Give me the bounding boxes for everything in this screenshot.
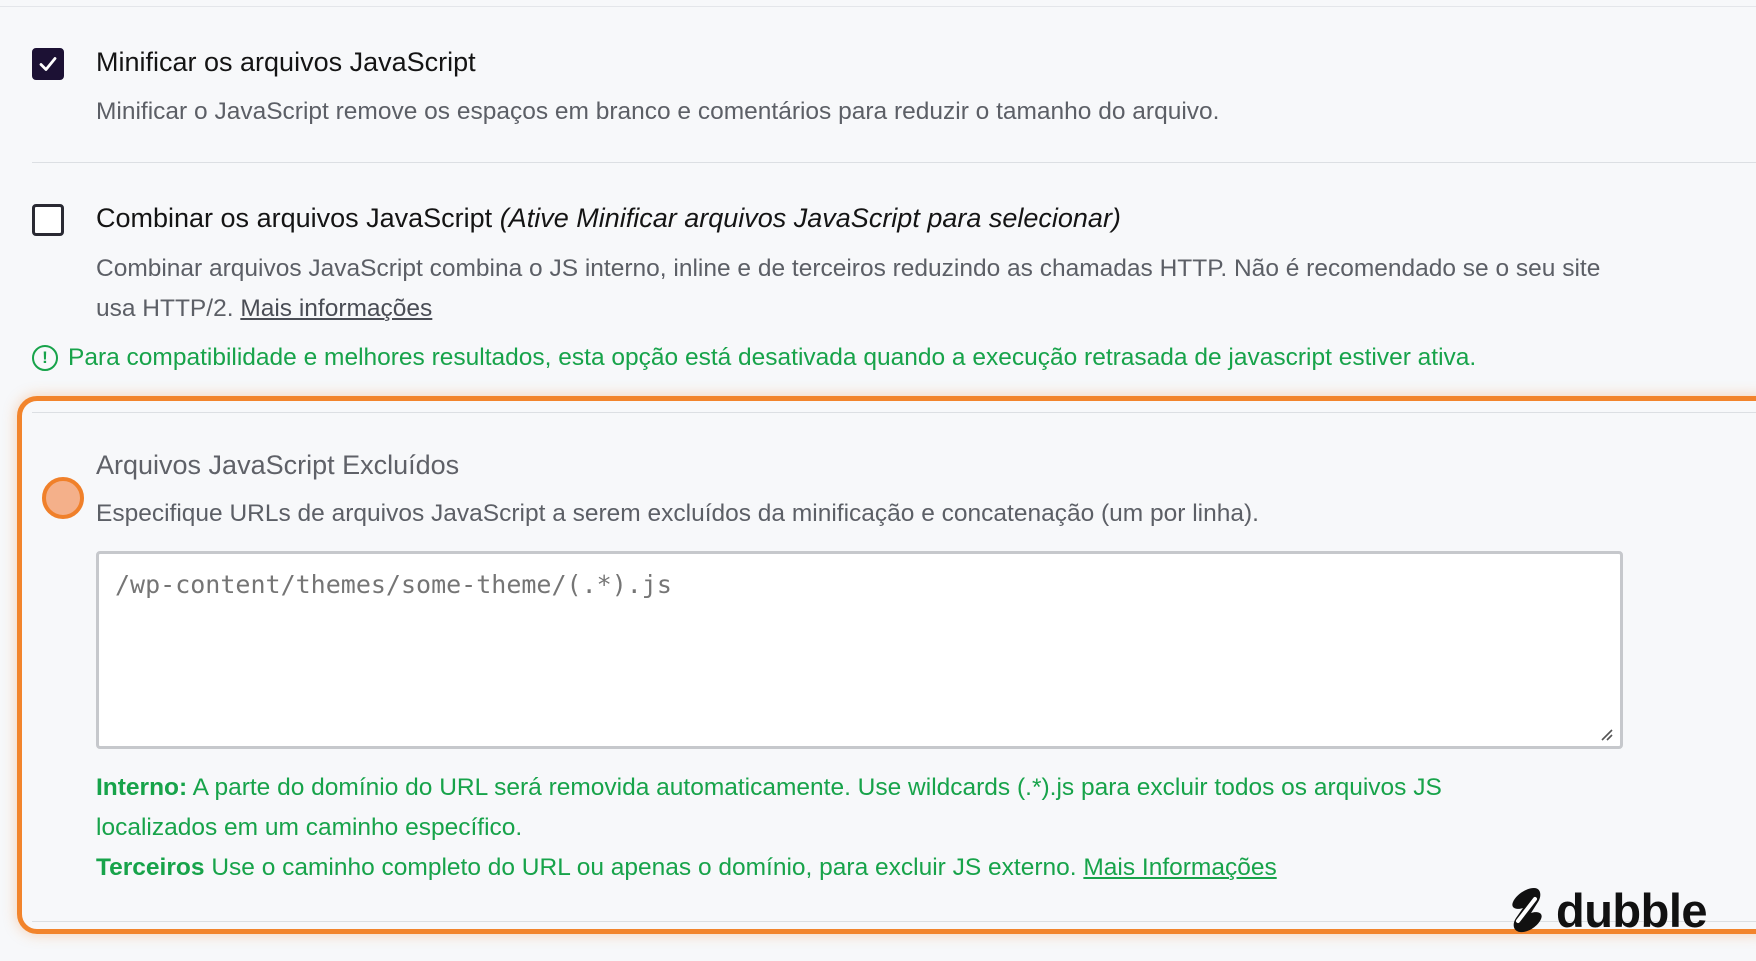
combine-js-checkbox[interactable] xyxy=(32,204,64,236)
combine-js-title-note: (Ative Minificar arquivos JavaScript para selecionar) xyxy=(499,203,1121,233)
combine-js-title-text: Combinar os arquivos JavaScript xyxy=(96,203,493,233)
combine-js-description xyxy=(96,249,1600,329)
dubble-logo xyxy=(1504,882,1707,938)
option-divider xyxy=(32,162,1756,163)
minify-js-description: Minificar o JavaScript remove os espaços em branco e comentários para reduzir o tamanho do arquivo. xyxy=(96,98,1220,125)
help-more-info-link[interactable]: Mais Informações xyxy=(1083,854,1277,881)
excluded-js-description: Especifique URLs de arquivos JavaScript a serem excluídos da minificação e concatenação (um por linha). xyxy=(96,500,1259,527)
compatibility-notice-text: Para compatibilidade e melhores resultados, esta opção está desativada quando a execução retrasada de javascript estiver ativa. xyxy=(68,344,1477,371)
highlight-frame xyxy=(17,396,1756,934)
help-internal-text: A parte do domínio do URL será removida automaticamente. Use wildcards (.*).js para excluir todos os arquivos JS xyxy=(192,774,1442,801)
combine-js-description-line1: Combinar arquivos JavaScript combina o JS interno, inline e de terceiros reduzindo as chamadas HTTP. Não é recomendado se o seu site xyxy=(96,255,1601,282)
help-third-party-label: Terceiros xyxy=(96,854,205,881)
compatibility-notice xyxy=(32,344,1476,372)
minify-js-title[interactable]: Minificar os arquivos JavaScript xyxy=(96,47,476,77)
combine-js-description-line2-text: usa HTTP/2. xyxy=(96,295,234,322)
help-internal-label: Interno: xyxy=(96,774,188,801)
combine-js-title[interactable] xyxy=(96,203,1121,234)
click-indicator xyxy=(42,477,84,519)
dubble-wordmark: dubble xyxy=(1556,883,1708,937)
dubble-logo-icon xyxy=(1504,885,1550,935)
exclamation-circle-icon: ! xyxy=(32,345,58,371)
help-third-party-text: Use o caminho completo do URL ou apenas o domínio, para excluir JS externo. xyxy=(211,854,1077,881)
combine-js-more-info-link[interactable]: Mais informações xyxy=(240,295,433,322)
minify-js-checkbox[interactable] xyxy=(32,48,64,80)
excluded-js-label: Arquivos JavaScript Excluídos xyxy=(96,450,460,480)
top-divider xyxy=(0,6,1756,7)
excluded-js-help-internal-line2: localizados em um caminho específico. xyxy=(96,814,523,841)
check-icon xyxy=(38,54,58,74)
combine-js-description-line2 xyxy=(96,289,1600,329)
